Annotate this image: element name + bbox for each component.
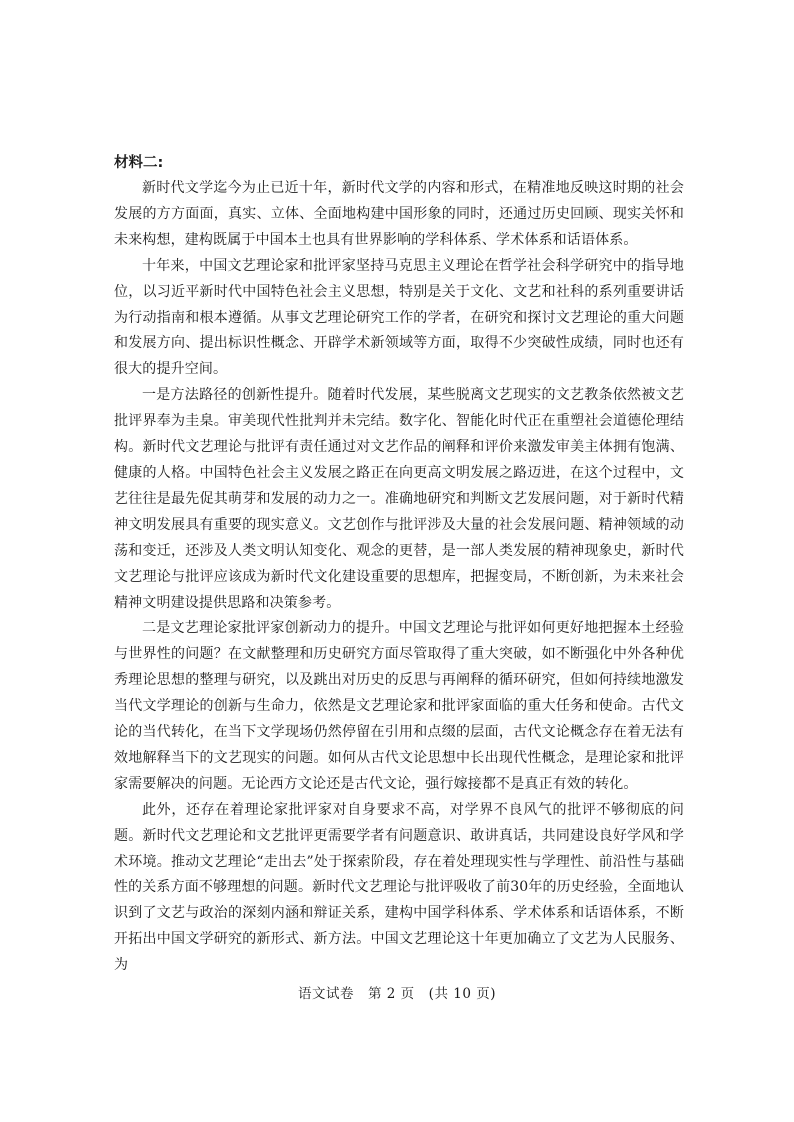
paragraph-1: 新时代文学迄今为止已近十年，新时代文学的内容和形式，在精准地反映这时期的社会发展的方方面面，真实、立体、全面地构建中国形象的同时，还通过历史回顾、现实关怀和未来构想，建构既属于中国本土也具有世界影响的学科体系、学术体系和话语体系。: [114, 180, 684, 248]
paragraph-4: 二是文艺理论家批评家创新动力的提升。中国文艺理论与批评如何更好地把握本土经验与世界性的问题？在文献整理和历史研究方面尽管取得了重大突破，如不断强化中外各种优秀理论思想的整理与研究，以及跳出对历史的反思与再阐释的循环研究，但如何持续地激发当代文学理论的创新与生命力，依然是文艺理论家和批评家面临的重大任务和使命。古代文论的当代转化，在当下文学现场仍然停留在引用和点缀的层面，古代文论概念存在着无法有效地解释当下的文艺现实的问题。如何从古代文论思想中长出现代性概念，是理论家和批评家需要解决的问题。无论西方文论还是古代文论，强行嫁接都不是真正有效的转化。: [114, 620, 684, 792]
paragraph-5: 此外，还存在着理论家批评家对自身要求不高，对学界不良风气的批评不够彻底的问题。新时代文艺理论和文艺批评更需要学者有问题意识、敢讲真话，共同建设良好学风和学术环境。推动文艺理论“走出去”处于探索阶段，存在着处理现实性与学理性、前沿性与基础性的关系方面不够理想的问题。新时代文艺理论与批评吸收了前30年的历史经验，全面地认识到了文艺与政治的深刻内涵和辩证关系，建构中国学科体系、学术体系和话语体系，不断开拓出中国文学研究的新形式、新方法。中国文艺理论这十年更加确立了文艺为人民服务、为: [114, 801, 684, 974]
paragraph-3: 一是方法路径的创新性提升。随着时代发展，某些脱离文艺现实的文艺教条依然被文艺批评界奉为圭臬。审美现代性批判并未完结。数字化、智能化时代正在重塑社会道德伦理结构。新时代文艺理论与批评有责任通过对文艺作品的阐释和评价来激发审美主体拥有饱满、健康的人格。中国特色社会主义发展之路正在向更高文明发展之路迈进，在这个过程中，文艺往往是最先促其萌芽和发展的动力之一。准确地研究和判断文艺发展问题，对于新时代精神文明发展具有重要的现实意义。文艺创作与批评涉及大量的社会发展问题、精神领域的动荡和变迁，还涉及人类文明认知变化、观念的更替，是一部人类发展的精神现象史，新时代文艺理论与批评应该成为新时代文化建设重要的思想库，把握变局，不断创新，为未来社会精神文明建设提供思路和决策参考。: [114, 387, 684, 611]
section-heading: 材料二:: [114, 155, 164, 171]
page-footer: 语文试卷 第 2 页 (共 10 页): [298, 986, 496, 1002]
exam-page-body: [114, 150, 684, 979]
paragraph-2: 十年来，中国文艺理论家和批评家坚持马克思主义理论在哲学社会科学研究中的指导地位，以习近平新时代中国特色社会主义思想，特别是关于文化、文艺和社科的系列重要讲话为行动指南和根本遵循。从事文艺理论研究工作的学者，在研究和探讨文艺理论的重大问题和发展方向、提出标识性概念、开辟学术新领域等方面，取得不少突破性成绩，同时也还有很大的提升空间。: [114, 257, 684, 378]
